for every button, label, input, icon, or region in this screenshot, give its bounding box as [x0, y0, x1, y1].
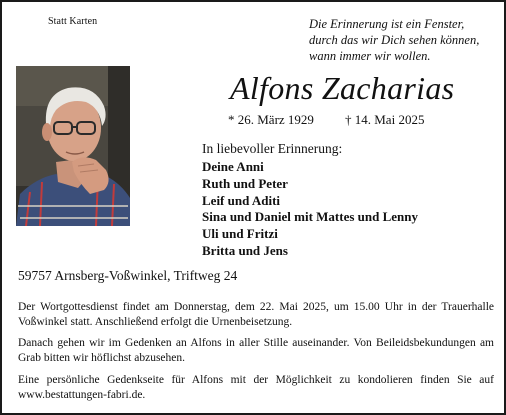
service-paragraph: Der Wortgottesdienst findet am Donnerstag, dem 22. Mai 2025, um 15.00 Uhr in der Trauerhalle Voßwinkel statt. Anschließend erfolgt die Urnenbeisetzung. [18, 301, 494, 328]
death-date: † 14. Mai 2025 [345, 112, 425, 127]
mourner-entry: Ruth und Peter [202, 175, 288, 191]
portrait-photo [16, 66, 130, 226]
mourners-list [202, 159, 418, 260]
portrait-illustration [16, 66, 130, 226]
mourner-entry: Britta und Jens [202, 242, 288, 258]
mourner-entry: Sina und Daniel mit Mattes und Lenny [202, 209, 418, 225]
memorial-page-paragraph: Eine persönliche Gedenkseite für Alfons mit der Möglichkeit zu kondolieren finden Sie auf www.bestattungen-fabri.de. [18, 374, 494, 401]
deceased-name: Alfons Zacharias [230, 70, 455, 106]
memory-intro: In liebevoller Erinnerung: [202, 141, 343, 156]
birth-date: * 26. März 1929 [228, 112, 314, 127]
mourner-entry: Deine Anni [202, 159, 264, 174]
quote-line: wann immer wir wollen. [309, 49, 431, 63]
family-address: 59757 Arnsberg-Voßwinkel, Triftweg 24 [18, 268, 238, 283]
mourner-entry: Uli und Fritzi [202, 226, 278, 242]
mourner-entry: Leif und Aditi [202, 192, 281, 208]
condolence-note-paragraph: Danach gehen wir im Gedenken an Alfons in aller Stille auseinander. Von Beileidsbekundungen am Grab bitten wir höflichst abzusehen. [18, 337, 494, 364]
memorial-quote [309, 16, 499, 64]
quote-line: durch das wir Dich sehen können, [309, 33, 480, 47]
statt-karten-label: Statt Karten [48, 16, 98, 27]
quote-line: Die Erinnerung ist ein Fenster, [309, 17, 465, 31]
